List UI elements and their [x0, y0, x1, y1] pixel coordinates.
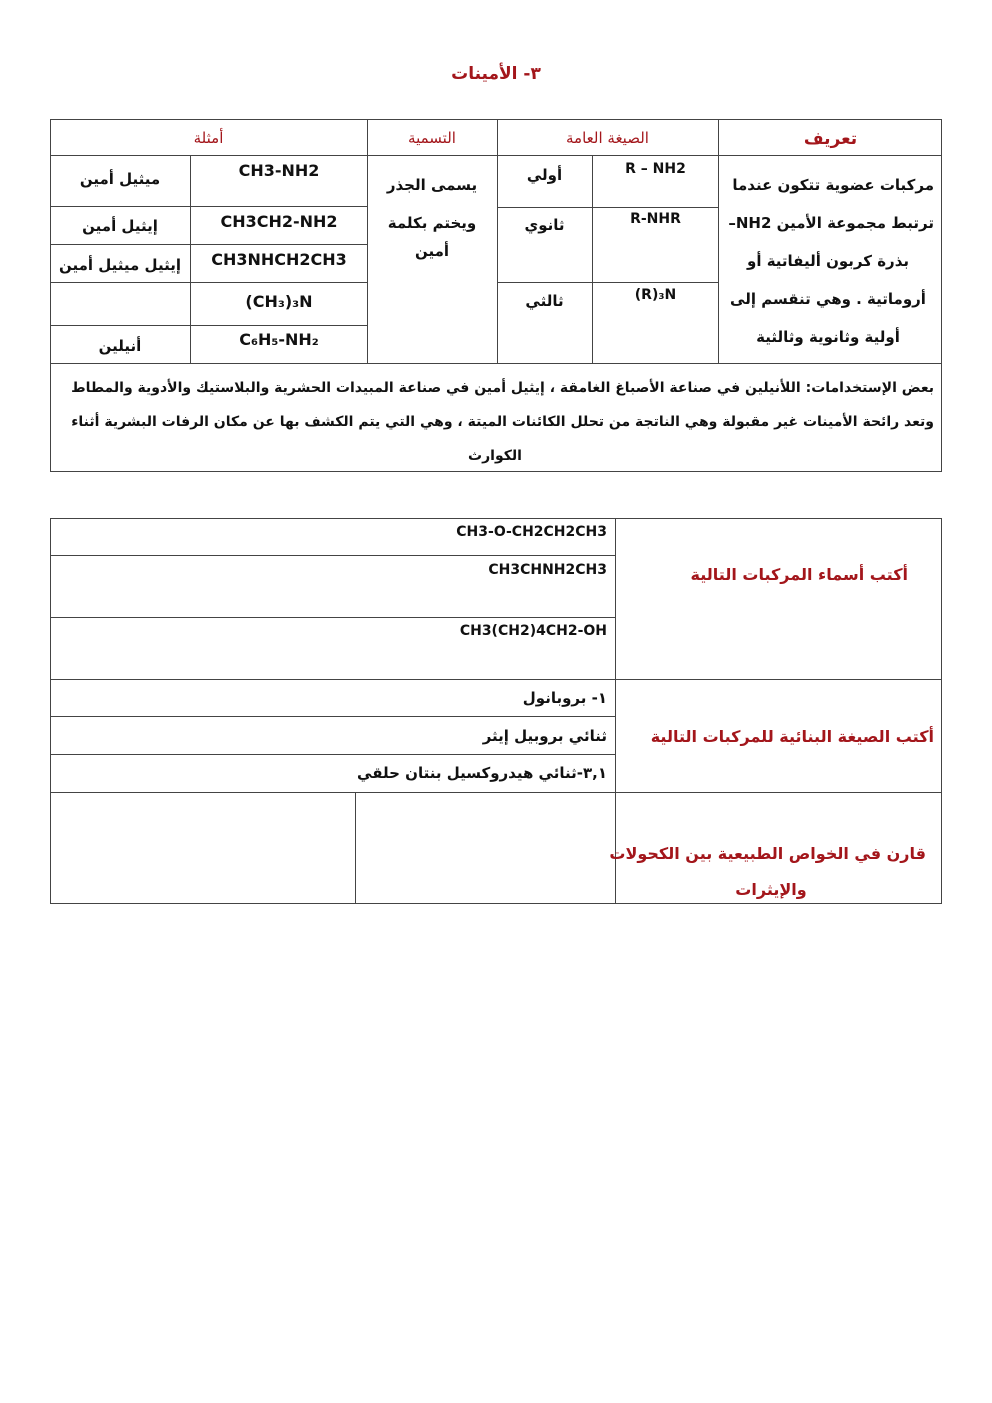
- q3-prompt: قارن في الخواص الطبيعية بين الكحولات والإيثرات: [609, 844, 926, 899]
- q1-prompt: أكتب أسماء المركبات التالية: [690, 565, 908, 584]
- header-general-formula: الصيغة العامة: [566, 129, 649, 147]
- q3-answer-area[interactable]: [51, 793, 354, 903]
- example-formula: (CH₃)₃N: [245, 292, 313, 311]
- q1-item: CH3CHNH2CH3: [488, 562, 607, 578]
- type-label-secondary: ثانوي: [524, 216, 565, 234]
- example-name: ميثيل أمين: [79, 170, 161, 188]
- example-formula: CH3-NH2: [238, 161, 320, 180]
- header-naming: التسمية: [408, 129, 456, 147]
- q1-item: CH3-O-CH2CH2CH3: [456, 524, 607, 540]
- definition-text: مركبات عضوية تتكون عندما ترتبط مجموعة الأمين NH2– بذرة كربون أليفاتية أو أروماتية . وهي تنقسم إلى أولية وثانوية وثالثية: [728, 176, 934, 346]
- page-title: ٣- الأمينات: [451, 64, 541, 84]
- header-definition: تعريف: [803, 129, 858, 149]
- type-label-tertiary: ثالثي: [525, 292, 564, 310]
- example-name: أنيلين: [98, 337, 142, 355]
- type-formula-primary: R – NH2: [625, 161, 686, 177]
- q2-prompt: أكتب الصيغة البنائية للمركبات التالية: [650, 727, 934, 746]
- naming-text: يسمى الجذر ويختم بكلمة أمين: [386, 176, 478, 260]
- q2-item: ١- بروبانول: [522, 689, 607, 707]
- q2-item: ٣,١-ثنائي هيدروكسيل بنتان حلقي: [357, 764, 607, 782]
- example-formula: CH3NHCH2CH3: [211, 250, 347, 269]
- example-name: إيثيل أمين: [82, 217, 158, 235]
- q2-item: ثنائي بروبيل إيثر: [482, 727, 607, 745]
- q1-item: CH3(CH2)4CH2-OH: [459, 623, 607, 639]
- type-formula-tertiary: (R)₃N: [634, 287, 677, 303]
- example-formula: C₆H₅-NH₂: [239, 330, 319, 349]
- type-label-primary: أولي: [526, 166, 563, 184]
- uses-text: بعض الإستخدامات: اللأنيلين في صناعة الأصباغ الغامقة ، إيثيل أمين في صناعة المبيدات الحشرية والبلاستيك والأدوية والمطاط وتعد رائحة الأمينات غير مقبولة وهي الناتجة من تحلل الكائنات الميتة ، وهي التي يتم الكشف بها عن مكان الرفات البشرية أثناء الكوارث: [71, 380, 934, 464]
- example-name: إيثيل ميثيل أمين: [59, 256, 181, 274]
- q3-answer-area[interactable]: [356, 793, 614, 903]
- header-examples: أمثلة: [193, 129, 224, 147]
- type-formula-secondary: R-NHR: [630, 211, 681, 227]
- example-formula: CH3CH2-NH2: [220, 212, 338, 231]
